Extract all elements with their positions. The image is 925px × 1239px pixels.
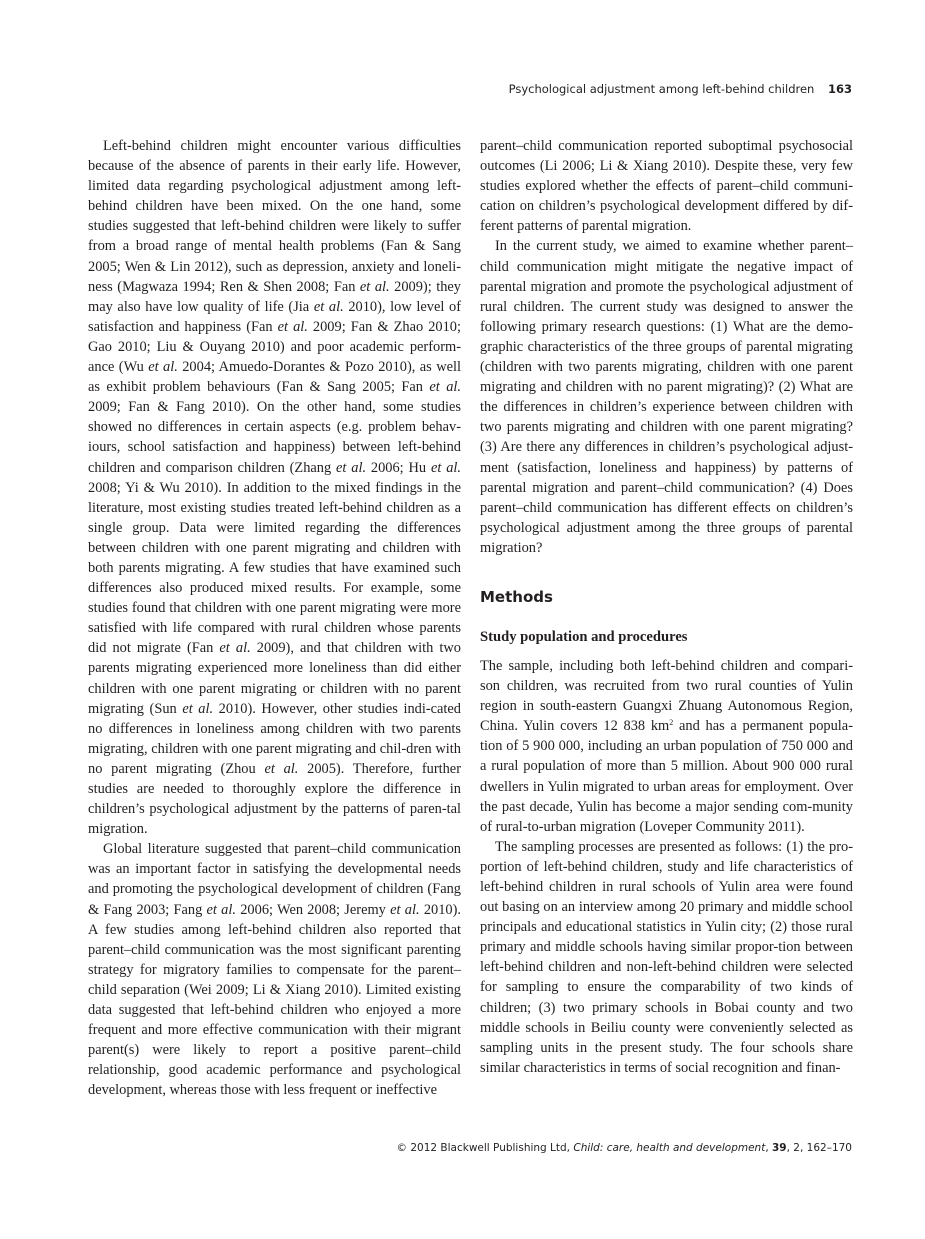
paragraph-continuation: parent–child communication reported suboptimal psychosocial outcomes (Li 2006; Li & Xiang 2010). Despite these, very few studies explored whether the effects of parent–child communi-cation on children’s psychological development differed by dif-ferent patterns of parental migration. (480, 138, 853, 235)
journal-name: Child: care, health and development (573, 1142, 766, 1154)
copyright-text: © 2012 Blackwell Publishing Ltd, (396, 1142, 574, 1154)
text-run: 2009), and that children with two parents migrating experienced more loneliness than did either children with one parent migrating or children with no parent migrating (Sun (88, 640, 462, 717)
separator: , (765, 1142, 772, 1154)
text-run: 2009; Fan & Fang 2010). On the other hand, some studies showed no differences in certain aspects (e.g. problem behav-iours, school satisfaction and happiness) between left-behind children and comparison children (Zhang (88, 399, 461, 476)
text-run: The sample, including both left-behind children and compari-son children, was recruited from two rural counties of Yulin region in south-eastern Guangxi Zhuang Autonomous Region, China. Yulin covers 12 838 km (480, 657, 853, 735)
paragraph-sampling-processes: The sampling processes are presented as follows: (1) the pro-portion of left-behind children, study and life characteristics of left-behind children in rural schools of Yulin area were found out basing on an interview among 20 primary and middle school principals and educational statistics in Yulin city; (2) those rural primary and middle schools having similar propor-tion between left-behind children and non-left-behind children were selected for sampling to ensure the comparability of two kinds of children; (3) two primary schools in Bobai county and two middle schools in Beiliu county were conveniently selected as sampling units in the present study. The four schools share similar characteristics in terms of social recognition and finan- (480, 838, 853, 1076)
text-italic: et al. (359, 278, 390, 295)
text-run: 2005). Therefore, further studies are needed to thoroughly explore the difference in children’s psychological adjustment by the patterns of paren-tal migration. (88, 760, 461, 838)
left-column (88, 136, 461, 1101)
text-italic: et al. (390, 901, 420, 918)
text-run: 2010), low level of satisfaction and happiness (Fan (88, 298, 462, 335)
text-run: 2010). However, other studies indi-cated no differences in loneliness among children with two parents migrating, children with one parent migrating and chil-dren with no parent migrating (Zhou (88, 700, 461, 777)
text-run: Left-behind children might encounter various difficulties because of the absence of parents in their early life. However, limited data regarding psychological adjustment among left-behind children have been mixed. On the one hand, some studies suggested that left-behind children were likely to suffer from a broad range of mental health problems (Fan & Sang 2005; Wen & Lin 2012), such as depression, anxiety and loneli-ness (Magwaza 1994; Ren & Shen 2008; Fan (88, 138, 461, 295)
subsection-heading-study-population: Study population and procedures (480, 628, 688, 645)
paragraph-intro-mixed-findings (88, 136, 461, 839)
volume-number: 39 (772, 1142, 787, 1154)
text-run: Global literature suggested that parent–child communication was an important factor in satisfying the developmental needs and promoting the psychological development of children (Fang & Fang 2003; Fang (88, 841, 461, 918)
text-italic: et al. (206, 901, 236, 918)
text-run: 2008; Yi & Wu 2010). In addition to the mixed findings in the literature, most existing studies treated left-behind children as a single group. Data were limited regarding the differences between children with one parent migrating and children with both parents migrating. A few studies that have examined such differences also produced mixed results. For example, some studies found that children with one parent migrating were more satisfied with life compared with rural children whose parents did not migrate (Fan (88, 479, 461, 657)
text-run: 2004; Amuedo-Dorantes & Pozo 2010), as well as exhibit problem behaviours (Fan & Sang 2005; Fan (88, 359, 461, 396)
text-run: 2009; Fan & Zhao 2010; Gao 2010; Liu & Ouyang 2010) and poor academic perform-ance (Wu (88, 318, 462, 376)
page-number: 163 (827, 82, 852, 96)
text-run: 2010). A few studies among left-behind children also reported that parent–child communication was the most significant parenting strategy for migratory families to compensate for the parent–child separation (Wei 2009; Li & Xiang 2010). Limited existing data suggested that left-behind children who enjoyed a more frequent and more effective communication with their migrant parent(s) were likely to report a positive parent–child relationship, good academic performance and psychological development, whereas those with less frequent or ineffective (88, 901, 461, 1099)
right-column (480, 136, 853, 1078)
text-italic: et al. (219, 640, 251, 657)
text-italic: et al. (148, 359, 178, 376)
text-run: 2006; Hu (366, 459, 431, 476)
text-run: 2009); they may also have low quality of life (Jia (88, 278, 462, 315)
paragraph-research-questions: In the current study, we aimed to examine whether parent–child communication might mitigate the negative impact of parental migration and promote the psychological adjustment of rural children. The current study was designed to answer the following primary research questions: (1) What are the demo-graphic characteristics of the three groups of parental migrating (children with two parents migrating, children with one parent migrating and children with no parent migrating)? (2) What are the differences in children’s experience between children with two parents migrating and children with one parent migrating? (3) Are there any differences in children’s psychological adjust-ment (satisfaction, loneliness and happiness) by patterns of parental migration and parent–child communication? (4) Does parent–child communication has different effects on children’s psychological adjustment among the three groups of parental migration? (480, 238, 853, 556)
text-italic: et al. (336, 459, 367, 476)
page-footer (397, 1142, 852, 1154)
running-head-title: Psychological adjustment among left-behind children (508, 82, 815, 96)
text-run: 2006; Wen 2008; Jeremy (235, 901, 391, 918)
section-heading-methods: Methods (480, 587, 553, 606)
text-italic: et al. (182, 700, 214, 717)
text-run: and has a permanent popula-tion of 5 900 000, including an urban population of 750 000 and a rural population of more than 5 million. About 900 000 rural dwellers in Yulin migrated to urban areas for employment. Over the past decade, Yulin has become a major sending com-munity of rural-to-urban migration (Loveper Community 2011). (480, 718, 853, 835)
paragraph-parent-child-communication (88, 839, 461, 1100)
issue-pages: , 2, 162–170 (786, 1142, 852, 1154)
paragraph-study-setting (480, 656, 853, 837)
text-italic: et al. (430, 459, 461, 476)
text-italic: et al. (429, 379, 462, 396)
text-italic: et al. (277, 318, 308, 335)
running-head (509, 82, 852, 96)
superscript: 2 (669, 718, 674, 728)
text-italic: et al. (264, 760, 299, 777)
text-italic: et al. (313, 298, 344, 315)
